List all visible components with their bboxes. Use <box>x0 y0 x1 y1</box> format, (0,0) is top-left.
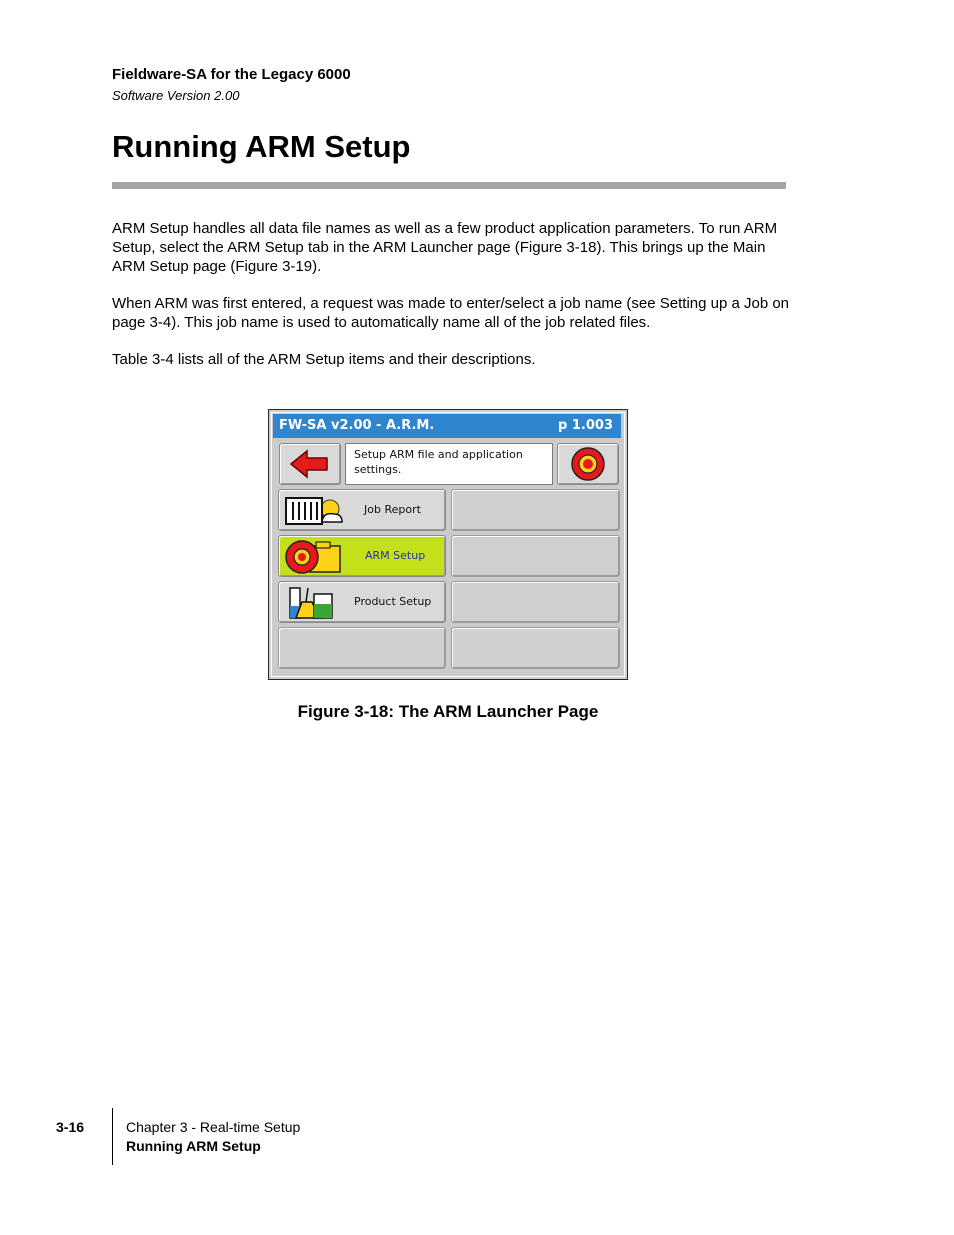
empty-slot-5 <box>451 627 620 669</box>
product-setup-button[interactable] <box>278 581 446 623</box>
status-message: Setup ARM file and application settings. <box>345 443 553 485</box>
footer-page-number: 3-16 <box>56 1119 85 1135</box>
empty-slot-1 <box>451 489 620 531</box>
paragraph-2: When ARM was first entered, a request was made to enter/select a job name (see Setting up a Job on page 3-4). This job name is used to automatically name all of the job related files. <box>112 295 790 331</box>
job-report-icon <box>282 492 346 530</box>
header-title: Fieldware-SA for the Legacy 6000 <box>112 66 351 83</box>
job-report-button[interactable] <box>278 489 446 531</box>
footer-chapter: Chapter 3 - Real-time Setup <box>126 1119 301 1135</box>
paragraph-1: ARM Setup handles all data file names as well as a few product application parameters. To run ARM Setup, select the ARM Setup tab in the ARM Launcher page (Figure 3-18). This brings up the Main ARM Setup page (Figure 3-19). <box>112 220 778 275</box>
screen-titlebar <box>273 414 621 438</box>
heading-rule <box>112 182 786 189</box>
target-icon <box>557 443 619 485</box>
back-button[interactable] <box>279 443 341 485</box>
arm-setup-label: ARM Setup <box>365 549 426 562</box>
figure-caption: Figure 3-18: The ARM Launcher Page <box>297 702 599 721</box>
product-setup-label: Product Setup <box>354 595 432 608</box>
arm-setup-button[interactable] <box>278 535 446 577</box>
page-title: Running ARM Setup <box>112 129 411 164</box>
target-button[interactable] <box>557 443 619 485</box>
screen-title: FW-SA v2.00 - A.R.M. <box>279 418 435 433</box>
product-setup-icon <box>282 584 338 622</box>
empty-slot-2 <box>451 535 620 577</box>
empty-slot-3 <box>451 581 620 623</box>
arm-setup-icon <box>282 538 346 576</box>
empty-slot-4 <box>278 627 446 669</box>
arm-launcher-screenshot <box>268 409 628 680</box>
footer-divider <box>112 1108 113 1165</box>
paragraph-3: Table 3-4 lists all of the ARM Setup items and their descriptions. <box>112 351 536 368</box>
job-report-label: Job Report <box>364 503 421 516</box>
footer-section: Running ARM Setup <box>126 1138 261 1154</box>
screen-page-number: p 1.003 <box>558 418 613 433</box>
header-subtitle: Software Version 2.00 <box>112 88 240 103</box>
back-arrow-icon <box>279 443 341 485</box>
